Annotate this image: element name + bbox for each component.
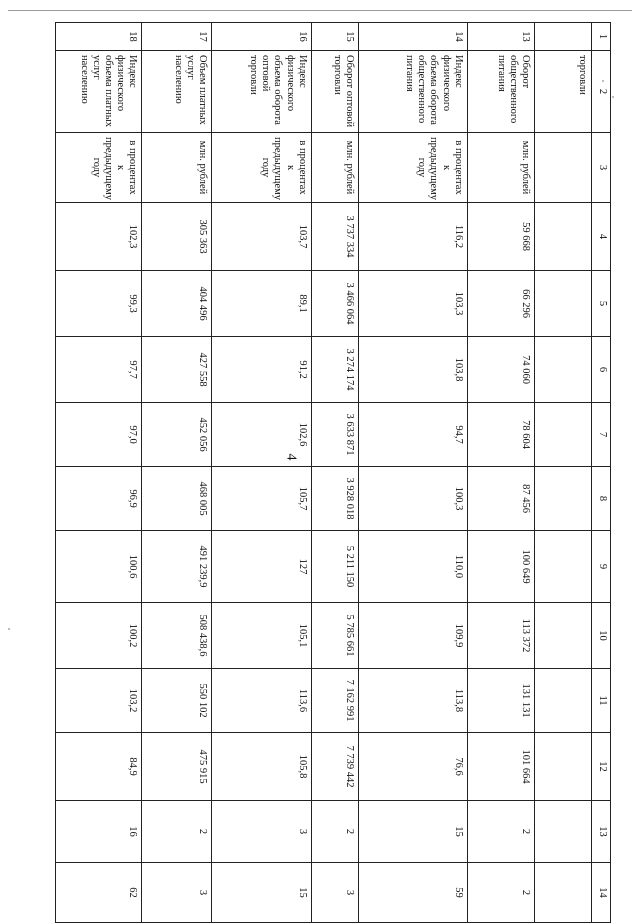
indicator-name: Индекс физического объема оборота оптовой торговли — [212, 51, 312, 133]
value-cell: 475 915 — [141, 733, 211, 801]
value-cell: 62 — [56, 863, 142, 923]
table-row — [141, 23, 211, 923]
value-cell: 100,3 — [359, 467, 468, 531]
column-number: 6 — [592, 337, 611, 403]
row-number: 15 — [311, 23, 358, 51]
column-number: 5 — [592, 271, 611, 337]
value-cell — [535, 403, 592, 467]
value-cell: 468 005 — [141, 467, 211, 531]
value-cell: 84,9 — [56, 733, 142, 801]
value-cell: 99,3 — [56, 271, 142, 337]
value-cell: 110,0 — [359, 531, 468, 603]
value-cell: 102,6 — [212, 403, 312, 467]
table-row-continuation — [535, 23, 592, 923]
value-cell: 91,2 — [212, 337, 312, 403]
value-cell: 113 372 — [467, 603, 535, 669]
scan-speck — [8, 628, 10, 630]
value-cell — [535, 733, 592, 801]
column-number: 12 — [592, 733, 611, 801]
value-cell: 3 466 064 — [311, 271, 358, 337]
column-number-row — [592, 23, 611, 923]
statistics-table-frame — [55, 22, 611, 898]
value-cell: 105,7 — [212, 467, 312, 531]
value-cell: 100,2 — [56, 603, 142, 669]
value-cell: 116,2 — [359, 203, 468, 271]
value-cell: 100 649 — [467, 531, 535, 603]
row-number: 18 — [56, 23, 142, 51]
page-number: 4 — [283, 453, 299, 461]
value-cell: 491 239,9 — [141, 531, 211, 603]
value-cell: 7 739 442 — [311, 733, 358, 801]
value-cell: 76,6 — [359, 733, 468, 801]
unit-cell: в процентах к предыдущему году — [359, 133, 468, 203]
row-number — [535, 23, 592, 51]
indicator-name: Индекс физического объема платных услуг населению — [56, 51, 142, 133]
value-cell: 105,1 — [212, 603, 312, 669]
value-cell — [535, 863, 592, 923]
column-number: 2 — [592, 51, 611, 133]
unit-cell: млн. рублей — [311, 133, 358, 203]
value-cell: 2 — [467, 863, 535, 923]
value-cell: 305 363 — [141, 203, 211, 271]
indicator-name: Оборот общественного питания — [467, 51, 535, 133]
value-cell: 127 — [212, 531, 312, 603]
value-cell: 59 — [359, 863, 468, 923]
row-number: 16 — [212, 23, 312, 51]
value-cell — [535, 337, 592, 403]
column-number: 8 — [592, 467, 611, 531]
value-cell: 109,9 — [359, 603, 468, 669]
top-scan-rule — [8, 10, 632, 11]
column-number: 14 — [592, 863, 611, 923]
rotated-table-container — [55, 22, 611, 898]
value-cell: 7 162 991 — [311, 669, 358, 733]
indicator-name: торговли — [535, 51, 592, 133]
value-cell: 96,9 — [56, 467, 142, 531]
unit-cell — [535, 133, 592, 203]
value-cell: 452 056 — [141, 403, 211, 467]
table-row — [56, 23, 142, 923]
value-cell: 3 — [141, 863, 211, 923]
column-number: 4 — [592, 203, 611, 271]
value-cell — [535, 801, 592, 863]
value-cell: 101 664 — [467, 733, 535, 801]
value-cell: 97,0 — [56, 403, 142, 467]
value-cell — [535, 271, 592, 337]
value-cell: 508 438,6 — [141, 603, 211, 669]
value-cell: 15 — [212, 863, 312, 923]
value-cell: 2 — [141, 801, 211, 863]
row-number: 17 — [141, 23, 211, 51]
value-cell — [535, 531, 592, 603]
value-cell: 102,3 — [56, 203, 142, 271]
row-number: 13 — [467, 23, 535, 51]
value-cell: 74 060 — [467, 337, 535, 403]
value-cell: 3 928 018 — [311, 467, 358, 531]
value-cell: 16 — [56, 801, 142, 863]
value-cell — [535, 669, 592, 733]
value-cell: 89,1 — [212, 271, 312, 337]
value-cell: 15 — [359, 801, 468, 863]
value-cell: 3 — [212, 801, 312, 863]
value-cell: 105,8 — [212, 733, 312, 801]
indicator-name: Объем платных услуг населению — [141, 51, 211, 133]
table-row — [359, 23, 468, 923]
value-cell: 550 102 — [141, 669, 211, 733]
column-number: 11 — [592, 669, 611, 733]
column-number: 1 — [592, 23, 611, 51]
table-row — [467, 23, 535, 923]
table-row — [311, 23, 358, 923]
value-cell: 103,8 — [359, 337, 468, 403]
row-number: 14 — [359, 23, 468, 51]
unit-cell: млн. рублей — [467, 133, 535, 203]
value-cell: 94,7 — [359, 403, 468, 467]
value-cell: 2 — [467, 801, 535, 863]
column-number: 3 — [592, 133, 611, 203]
value-cell — [535, 603, 592, 669]
indicator-name: Индекс физического объема оборота общественного питания — [359, 51, 468, 133]
column-number: 7 — [592, 403, 611, 467]
value-cell: 2 — [311, 801, 358, 863]
scan-speck — [612, 96, 614, 98]
statistics-table — [55, 22, 611, 923]
unit-cell: в процентах к предыдущему году — [56, 133, 142, 203]
value-cell: 3 274 174 — [311, 337, 358, 403]
value-cell: 427 558 — [141, 337, 211, 403]
value-cell: 5 785 661 — [311, 603, 358, 669]
value-cell: 103,7 — [212, 203, 312, 271]
value-cell: 66 296 — [467, 271, 535, 337]
unit-cell: млн. рублей — [141, 133, 211, 203]
value-cell: 100,6 — [56, 531, 142, 603]
value-cell: 404 496 — [141, 271, 211, 337]
value-cell: 103,2 — [56, 669, 142, 733]
value-cell: 113,6 — [212, 669, 312, 733]
value-cell: 87 456 — [467, 467, 535, 531]
value-cell: 5 211 150 — [311, 531, 358, 603]
value-cell — [535, 203, 592, 271]
table-row — [212, 23, 312, 923]
value-cell: 3 — [311, 863, 358, 923]
column-number: 9 — [592, 531, 611, 603]
value-cell: 3 737 334 — [311, 203, 358, 271]
column-number: 13 — [592, 801, 611, 863]
unit-cell: в процентах к предыдущему году — [212, 133, 312, 203]
column-number: 10 — [592, 603, 611, 669]
value-cell — [535, 467, 592, 531]
value-cell: 59 668 — [467, 203, 535, 271]
value-cell: 113,8 — [359, 669, 468, 733]
value-cell: 78 604 — [467, 403, 535, 467]
value-cell: 3 633 871 — [311, 403, 358, 467]
value-cell: 131 131 — [467, 669, 535, 733]
indicator-name: Оборот оптовой торговли — [311, 51, 358, 133]
value-cell: 97,7 — [56, 337, 142, 403]
value-cell: 103,3 — [359, 271, 468, 337]
